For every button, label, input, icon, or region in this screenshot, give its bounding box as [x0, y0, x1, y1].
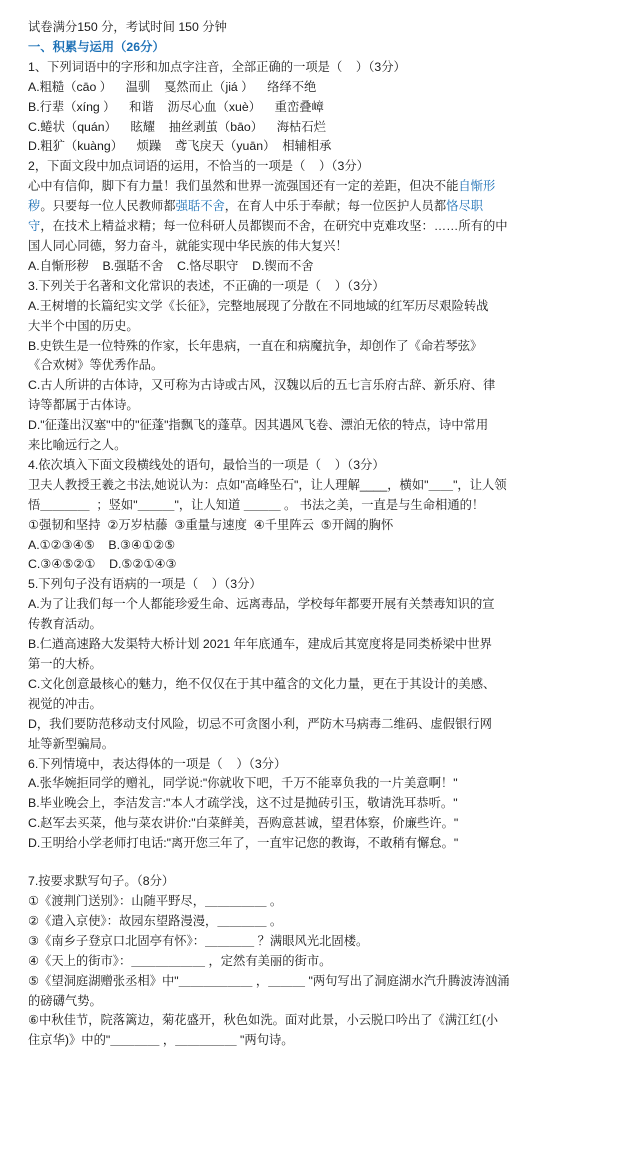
question-3-option-c-cont: 诗等都属于古体诗。 [28, 398, 139, 413]
question-2-stem: 2，下面文段中加点词语的运用，不恰当的一项是（ ）（3分） [28, 159, 369, 174]
question-5-option-c: C.文化创意最核心的魅力，绝不仅仅在于其中蕴含的文化力量，更在于其设计的美感、 [28, 676, 496, 691]
question-3-option-d-cont: 来比喻远行之人。 [28, 438, 127, 453]
question-7-stem: 7.按要求默写句子。（8分） [28, 874, 175, 889]
question-3 [28, 277, 601, 456]
question-7-item-4: ④《天上的街市》：＿＿＿＿＿＿ ，定然有美丽的街市。 [28, 953, 332, 968]
question-7-item-2: ②《遣入京使》：故园东望路漫漫，＿＿＿＿ 。 [28, 913, 283, 928]
question-6 [28, 755, 601, 855]
question-4-option-cd: C.③④⑤②① D.⑤②①④③ [28, 557, 177, 572]
question-1-option-d: D.粗犷（kuàng） 烦躁 鸢飞戾天（yuān） 相辅相承 [28, 139, 332, 154]
q2-text-4: ，在技术上精益求精；每一位科研人员都锲而不舍，在研究中克难攻坚：……所有的中 [40, 219, 508, 234]
section-1-heading [28, 38, 601, 58]
question-5-option-a-cont: 传教育活动。 [28, 617, 102, 632]
section-1-title: 一、积累与运用 [28, 39, 115, 54]
question-7-item-6: ⑥中秋佳节，院落篱边，菊花盛开，秋色如洗。面对此景，小云脱口吟出了《满江红(小 [28, 1013, 499, 1028]
question-4-option-ab: A.①②③④⑤ B.③④①②⑤ [28, 537, 176, 552]
question-7 [28, 872, 601, 1051]
q2-keyword-3: 恪尽职 [446, 199, 484, 214]
question-2 [28, 157, 601, 276]
q2-text-3: ，在育人中乐于奉献；每一位医护人员都 [224, 199, 447, 214]
q2-keyword-2: 强聒不舍 [175, 199, 225, 214]
question-6-option-b: B.毕业晚会上，李洁发言:"本人才疏学浅，这不过是抛砖引玉，敬请洗耳恭听。" [28, 796, 458, 811]
question-5-option-b-cont: 第一的大桥。 [28, 657, 102, 671]
question-5-option-b: B.仁遒高速路大发渠特大桥计划 2021 年年底通车，建成后其宽度将是同类桥梁中世界 [28, 637, 492, 652]
question-5-option-d-cont: 址等新型骗局。 [28, 736, 115, 751]
question-1 [28, 58, 601, 158]
question-5-option-a: A.为了让我们每一个人都能珍爱生命、远离毒品，学校每年都要开展有关禁毒知识的宣 [28, 597, 495, 612]
question-4-choices: ①强韧和坚持 ②万岁枯藤 ③重量与速度 ④千里阵云 ⑤开阔的胸怀 [28, 517, 394, 532]
question-1-option-b: B.行辈（xíng ） 和谐 沥尽心血（xuè） 重峦叠嶂 [28, 99, 324, 114]
question-2-body-line-4: 国人同心同德，努力奋斗，就能实现中华民族的伟大复兴！ [28, 238, 348, 253]
question-4-body-line-1: 卫夫人教授王羲之书法,她说认为：点如"高峰坠石"，让人理解____，横如"＿＿"，让人领 [28, 477, 507, 492]
question-2-body-line-3 [28, 217, 601, 237]
question-1-option-c: C.蜷状（quán） 眩耀 抽丝剥茧（bāo） 海枯石烂 [28, 119, 326, 134]
question-3-option-b: B.史铁生是一位特殊的作家，长年患病，一直在和病魔抗争，却创作了《命若琴弦》 [28, 338, 483, 353]
question-5 [28, 575, 601, 754]
question-5-option-d: D，我们要防范移动支付风险，切忌不可贪图小利，严防木马病毒二维码、虚假银行网 [28, 716, 492, 731]
question-3-option-b-cont: 《合欢树》等优秀作品。 [28, 358, 164, 373]
question-2-options: A.自惭形秽 B.强聒不舍 C.恪尽职守 D.锲而不舍 [28, 258, 314, 273]
question-6-option-c: C.赵军去买菜，他与菜农讲价:"白菜鲜美，吾购意甚诚，望君体察，价廉些许。" [28, 816, 459, 831]
q2-keyword-1-cont: 秽 [28, 199, 41, 214]
spacer [28, 854, 601, 872]
q2-text-2: 。只要每一位人民教师都 [40, 199, 176, 214]
question-7-item-3: ③《南乡子登京口北固亭有怀》：＿＿＿＿ ？满眼风光北固楼。 [28, 933, 369, 948]
question-3-option-d: D."征蓬出汉塞"中的"征蓬"指飘飞的蓬草。因其遇风飞卷、漂泊无依的特点，诗中常用 [28, 418, 489, 433]
question-6-stem: 6.下列情境中，表达得体的一项是（ ）（3分） [28, 756, 287, 771]
question-1-option-a: A.粗糙（cāo ） 温驯 戛然而止（jiá ） 络绎不绝 [28, 79, 317, 94]
question-2-body-line-1 [28, 177, 601, 197]
q2-keyword-3-cont: 守 [28, 219, 41, 234]
question-5-stem: 5.下列句子没有语病的一项是（ ）（3分） [28, 577, 262, 592]
question-7-item-6-cont: 住京华)》中的"＿＿＿＿ ，＿＿＿＿＿ "两句诗。 [28, 1033, 294, 1048]
question-6-option-d: D.王明给小学老师打电话:"离开您三年了，一直牢记您的教诲，不敢稍有懈怠。" [28, 836, 459, 851]
question-3-stem: 3.下列关于名著和文化常识的表述，不正确的一项是（ ）（3分） [28, 278, 385, 293]
question-2-body-line-2 [28, 197, 601, 217]
paper-header: 试卷满分150 分，考试时间 150 分钟 [28, 20, 227, 34]
q2-keyword-1: 自惭形 [458, 179, 496, 194]
question-4-stem: 4.依次填入下面文段横线处的语句，最恰当的一项是（ ）（3分） [28, 457, 385, 472]
question-3-option-c: C.古人所讲的古体诗，又可称为古诗或古风，汉魏以后的五七言乐府古辞、新乐府、律 [28, 378, 496, 393]
question-1-stem: 1、下列词语中的字形和加点字注音，全部正确的一项是（ ）（3分） [28, 59, 406, 74]
question-5-option-c-cont: 视觉的冲击。 [28, 696, 102, 711]
question-3-option-a: A.王树增的长篇纪实文学《长征》，完整地展现了分散在不同地域的红军历尽艰险转战 [28, 298, 489, 313]
question-4 [28, 456, 601, 575]
question-6-option-a: A.张华婉拒同学的赠礼，同学说:"你就收下吧，千万不能辜负我的一片美意啊！" [28, 776, 458, 791]
question-7-item-5: ⑤《望洞庭湖赠张丞相》中"＿＿＿＿＿＿ ，＿＿＿ "两句写出了洞庭湖水汽升腾波涛汹涌 [28, 973, 510, 988]
q2-text-1: 心中有信仰，脚下有力量！我们虽然和世界一流强国还有一定的差距，但决不能 [28, 179, 459, 194]
question-7-item-1: ①《渡荆门送别》：山随平野尽，＿＿＿＿＿ 。 [28, 893, 283, 908]
question-4-body-line-2: 悟＿＿＿＿ ；竖如"＿＿＿"，让人知道 ＿＿＿ 。 书法之美，一直是与生命相通的！ [28, 497, 485, 512]
question-7-item-5-cont: 的磅礴气势。 [28, 993, 102, 1008]
question-3-option-a-cont: 大半个中国的历史。 [28, 318, 139, 333]
section-1-score: （26分） [114, 39, 165, 54]
